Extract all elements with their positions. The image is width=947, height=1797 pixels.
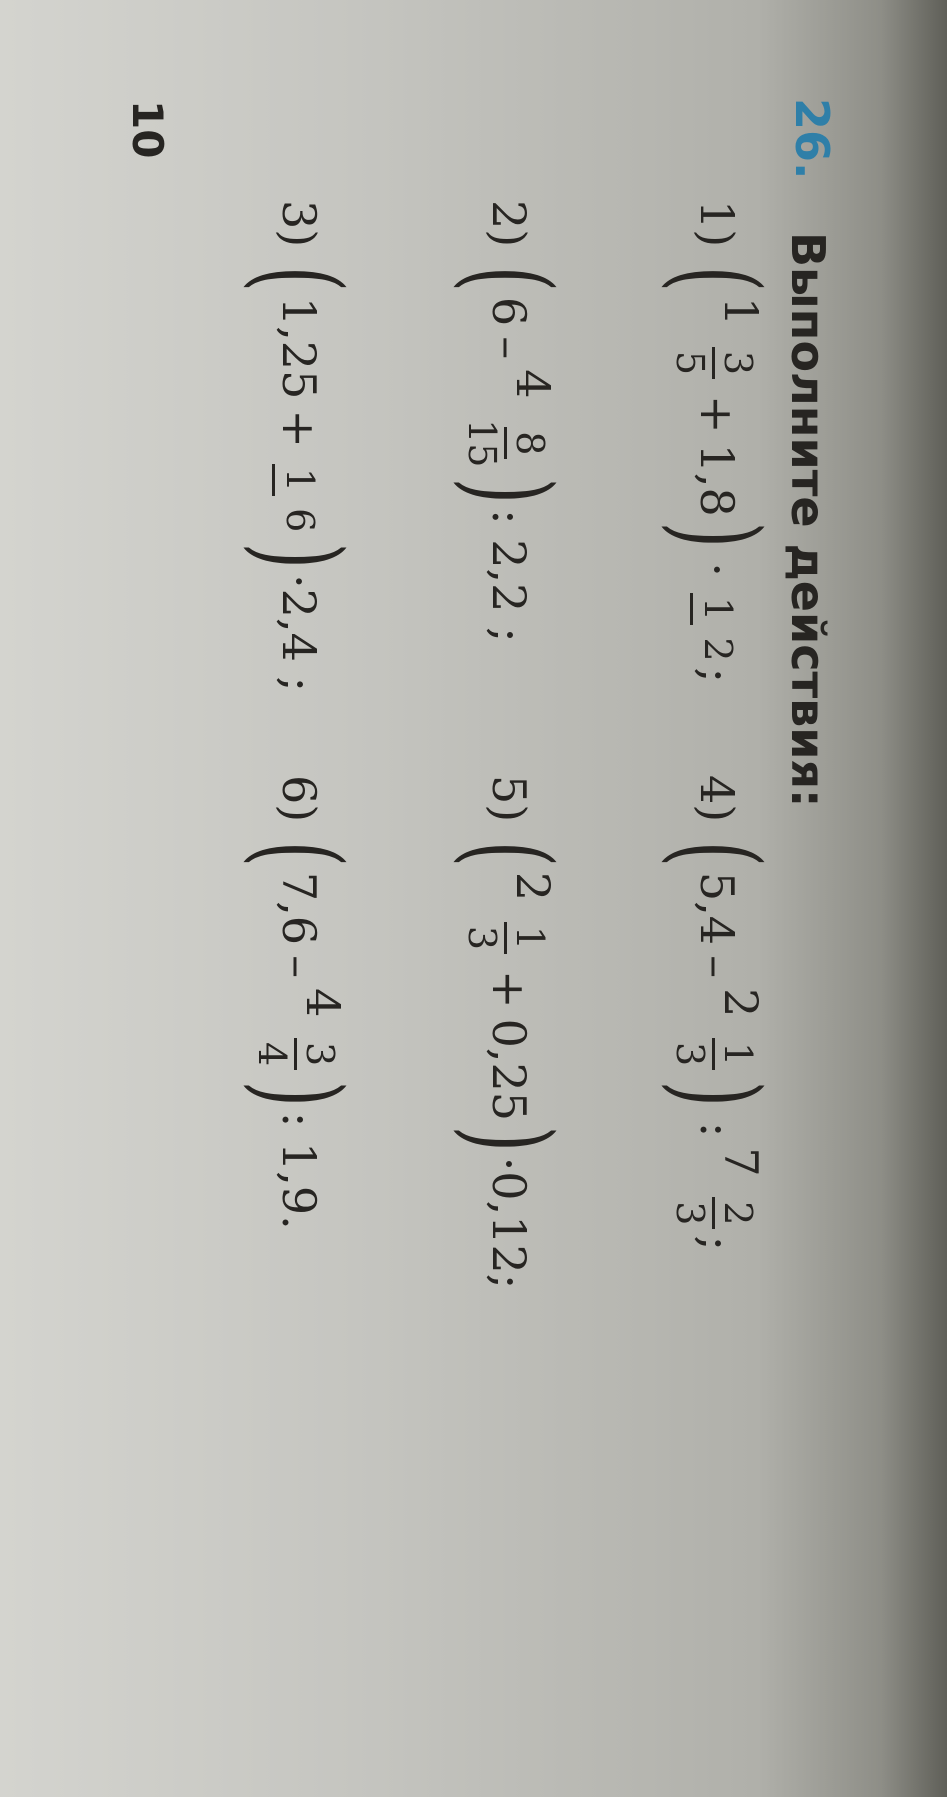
fraction xyxy=(459,922,553,954)
item-label: 5) xyxy=(481,775,536,823)
open-paren: ( xyxy=(444,840,574,868)
close-paren: ) xyxy=(652,1080,782,1108)
expression-4 xyxy=(652,775,782,1251)
mixed-whole: 7 xyxy=(714,1147,769,1177)
denominator: 15 xyxy=(459,419,504,468)
mixed-whole: 2 xyxy=(714,988,769,1018)
close-paren: ) xyxy=(234,543,364,570)
expression-tail: ·0,12; xyxy=(481,1156,536,1290)
denominator: 3 xyxy=(459,925,504,951)
mixed-whole: 1 xyxy=(714,296,769,327)
expression-tail: : 1,9. xyxy=(271,1111,326,1230)
numerator: 3 xyxy=(712,347,758,379)
item-label: 1) xyxy=(689,200,744,248)
denominator: 3 xyxy=(667,1041,712,1067)
open-paren: ( xyxy=(444,265,574,293)
mixed-number xyxy=(459,369,561,473)
numerator: 1 xyxy=(712,1038,758,1070)
mixed-number xyxy=(667,988,769,1076)
term: 1,8 xyxy=(689,443,744,517)
expression-3 xyxy=(234,200,364,692)
close-paren: ) xyxy=(652,521,782,548)
denominator: 5 xyxy=(667,350,712,376)
numerator: 1 xyxy=(504,922,550,954)
denominator: 4 xyxy=(249,1041,294,1067)
numerator: 3 xyxy=(294,1038,340,1070)
term: 1,25 xyxy=(271,296,326,400)
numerator: 1 xyxy=(272,464,322,496)
fraction xyxy=(667,1038,761,1070)
term: 7,6 xyxy=(271,871,326,946)
mixed-number xyxy=(667,1147,769,1235)
task-title: Выполните действия: xyxy=(781,232,835,808)
numerator: 2 xyxy=(712,1197,758,1229)
mixed-number xyxy=(459,871,561,960)
denominator: 2 xyxy=(695,637,740,662)
expression-tail: ; xyxy=(689,667,744,684)
operator: + xyxy=(481,970,536,1009)
fraction xyxy=(695,593,740,662)
expression-5 xyxy=(444,775,574,1290)
close-paren: ) xyxy=(444,478,574,505)
denominator: 6 xyxy=(277,508,322,533)
expression-tail: : 2,2 ; xyxy=(481,509,536,643)
mixed-whole: 2 xyxy=(506,871,561,902)
mixed-number xyxy=(667,296,769,385)
operator: – xyxy=(271,955,326,979)
open-paren: ( xyxy=(652,265,782,293)
fraction xyxy=(459,419,553,468)
term: 0,25 xyxy=(481,1018,536,1121)
page-number: 10 xyxy=(123,100,172,159)
operator: + xyxy=(271,409,326,448)
numerator: 1 xyxy=(690,593,740,625)
exercise-number: 26. xyxy=(785,98,839,180)
close-paren: ) xyxy=(444,1125,574,1152)
operator: : xyxy=(689,1121,744,1138)
operator: – xyxy=(689,955,744,979)
fraction xyxy=(667,347,761,379)
item-label: 3) xyxy=(271,200,326,248)
open-paren: ( xyxy=(234,265,364,293)
item-label: 2) xyxy=(481,200,536,248)
close-paren: ) xyxy=(234,1080,364,1108)
item-label: 6) xyxy=(271,775,326,823)
denominator: 3 xyxy=(667,1201,712,1226)
term: 6 xyxy=(481,296,536,327)
numerator: 8 xyxy=(504,427,550,459)
expression-6 xyxy=(234,775,364,1230)
fraction xyxy=(277,464,322,533)
fraction xyxy=(249,1038,343,1070)
mixed-number xyxy=(249,988,351,1076)
expression-tail: ·2,4 ; xyxy=(271,574,326,692)
mixed-whole: 4 xyxy=(506,369,561,399)
item-label: 4) xyxy=(689,775,744,823)
term: 5,4 xyxy=(689,871,744,946)
open-paren: ( xyxy=(234,840,364,868)
open-paren: ( xyxy=(652,840,782,868)
expression-1 xyxy=(652,200,782,684)
operator: · xyxy=(689,562,744,578)
expression-tail: ; xyxy=(689,1235,744,1251)
fraction xyxy=(667,1197,761,1229)
operator: + xyxy=(689,395,744,434)
operator: – xyxy=(481,336,536,360)
expression-2 xyxy=(444,200,574,643)
mixed-whole: 4 xyxy=(296,988,351,1018)
